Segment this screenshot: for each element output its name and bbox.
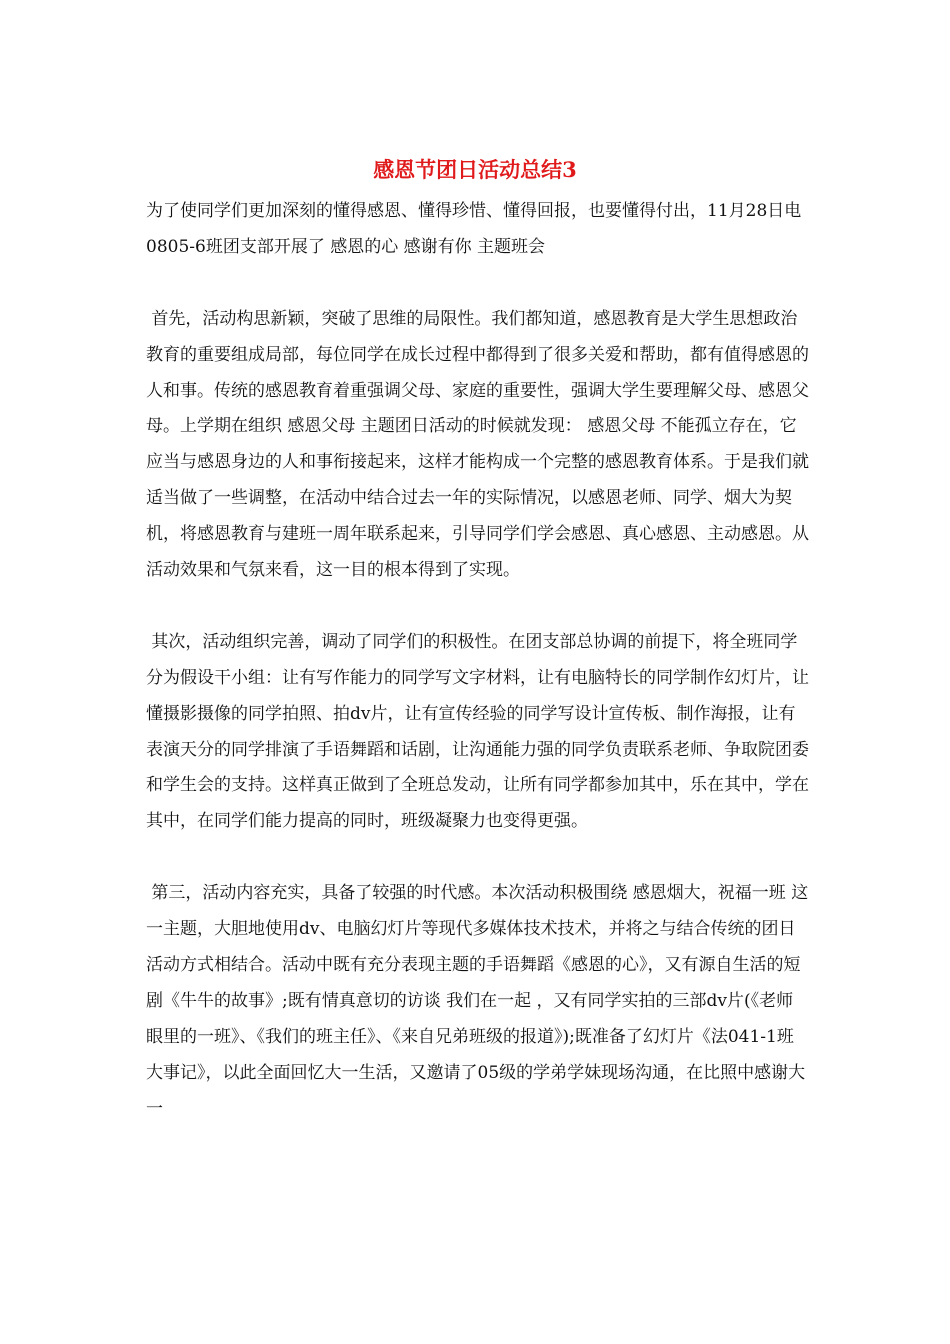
paragraph-third: 第三，活动内容充实，具备了较强的时代感。本次活动积极围绕 感恩烟大，祝福一班 这一主题，大胆地使用dv、电脑幻灯片等现代多媒体技术技术，并将之与结合传统的团日活动方式相结合。活动中既有充分表现主题的手语舞蹈《感恩的心》，又有源自生活的短剧《牛牛的故事》;既有情真意切的访谈 我们在一起 ，又有同学实拍的三部dv片(《老师眼里的一班》、《我们的班主任》、《来自兄弟班级的报道》);既准备了幻灯片《法041-1班大事记》，以此全面回忆大一生活，又邀请了05级的学弟学妹现场沟通，在比照中感谢大一 [146,883,809,1119]
paragraph-second: 其次，活动组织完善，调动了同学们的积极性。在团支部总协调的前提下，将全班同学分为假设干小组：让有写作能力的同学写文字材料，让有电脑特长的同学制作幻灯片，让懂摄影摄像的同学拍照、拍dv片，让有宣传经验的同学写设计宣传板、制作海报，让有表演天分的同学排演了手语舞蹈和话剧，让沟通能力强的同学负责联系老师、争取院团委和学生会的支持。这样真正做到了全班总发动，让所有同学都参加其中，乐在其中，学在其中，在同学们能力提高的同时，班级凝聚力也变得更强。 [146,631,809,832]
paragraph-spacer [146,589,810,625]
paragraph-spacer [146,266,810,302]
paragraph-first: 首先，活动构思新颖，突破了思维的局限性。我们都知道，感恩教育是大学生思想政治教育的重要组成局部，每位同学在成长过程中都得到了很多关爱和帮助，都有值得感恩的人和事。传统的感恩教育着重强调父母、家庭的重要性，强调大学生要理解父母、感恩父母。上学期在组织 感恩父母 主题团日活动的时候就发现： 感恩父母 不能孤立存在，它应当与感恩身边的人和事衔接起来，这样才能构成一个完整的感恩教育体系。于是我们就适当做了一些调整，在活动中结合过去一年的实际情况，以感恩老师、同学、烟大为契机，将感恩教育与建班一周年联系起来，引导同学们学会感恩、真心感恩、主动感恩。从活动效果和气氛来看，这一目的根本得到了实现。 [146,308,809,581]
document-title: 感恩节团日活动总结3 [373,157,577,182]
paragraph-intro: 为了使同学们更加深刻的懂得感恩、懂得珍惜、懂得回报，也要懂得付出，11月28日电0805-6班团支部开展了 感恩的心 感谢有你 主题班会 [146,201,802,257]
paragraph-spacer [146,840,810,876]
document-body [146,194,810,1128]
